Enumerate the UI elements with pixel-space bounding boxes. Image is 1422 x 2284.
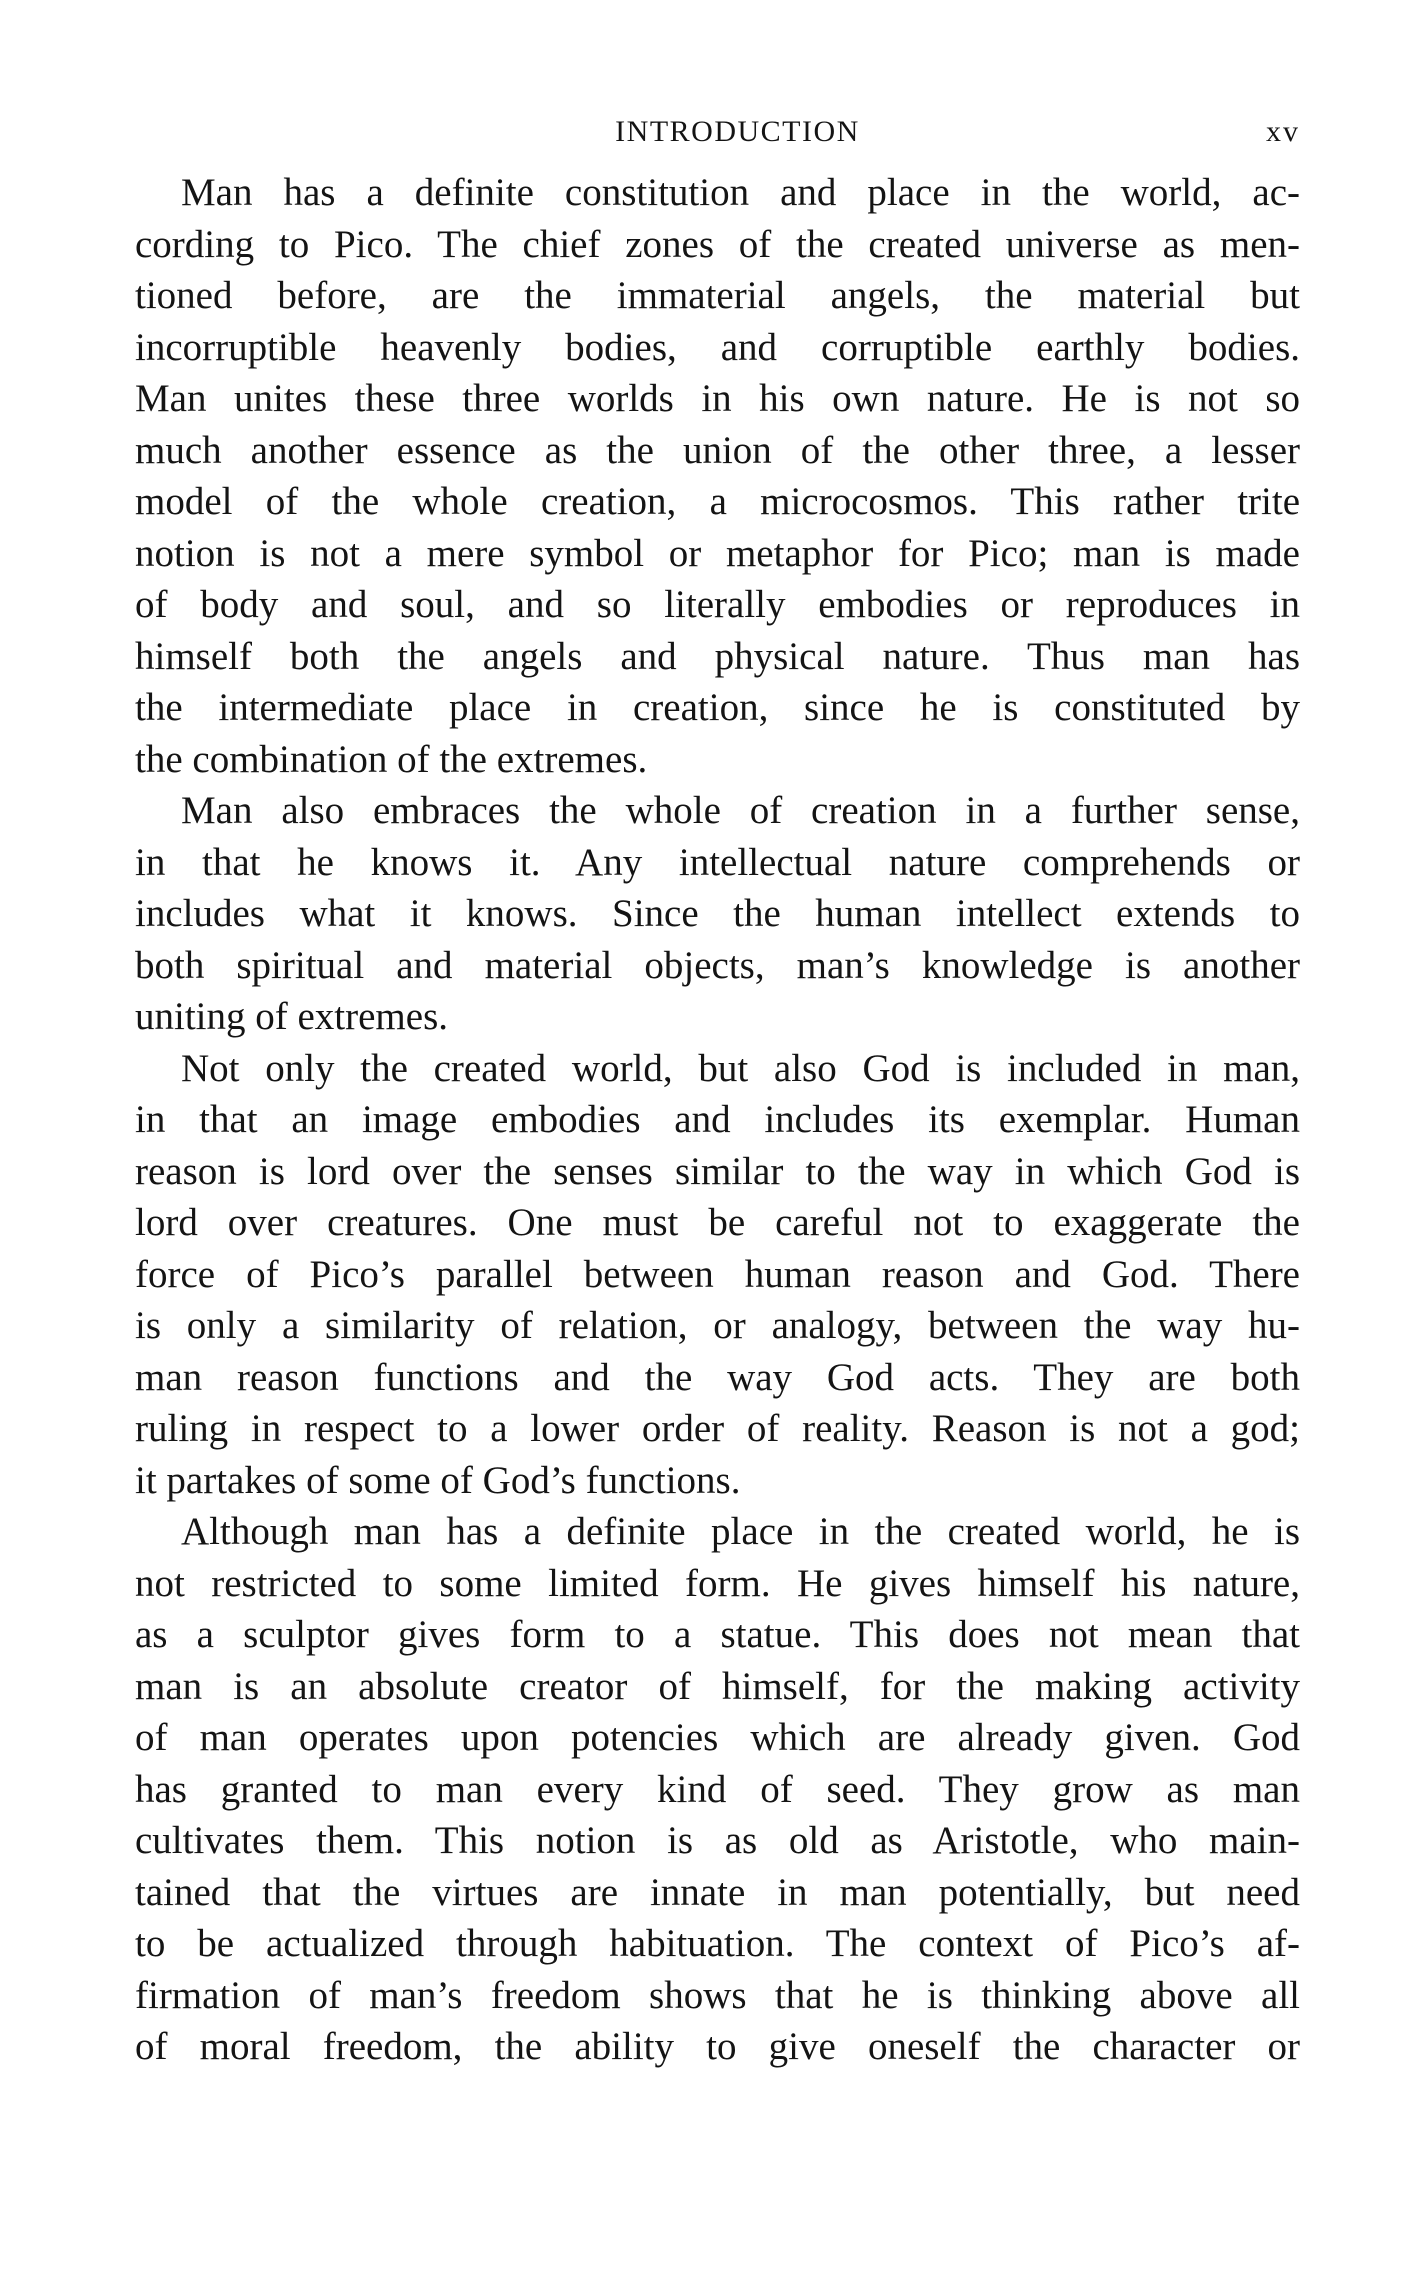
text-line: to be actualized through habituation. The context of Pico’s af- bbox=[135, 1922, 1300, 1965]
running-title: INTRODUCTION bbox=[615, 115, 860, 148]
text-line: man reason functions and the way God acts. They are both bbox=[135, 1355, 1300, 1399]
text-line: Man has a definite constitution and place in the world, ac- bbox=[181, 171, 1300, 214]
text-line: of body and soul, and so literally embodies or reproduces in bbox=[135, 583, 1300, 626]
text-line: tained that the virtues are innate in man potentially, but need bbox=[135, 1870, 1300, 1914]
text-line: not restricted to some limited form. He gives himself his nature, bbox=[135, 1561, 1300, 1605]
paragraph-1 bbox=[135, 167, 1300, 785]
paragraph-2 bbox=[135, 785, 1300, 1043]
text-line: is only a similarity of relation, or analogy, between the way hu- bbox=[135, 1304, 1300, 1347]
text-line: as a sculptor gives form to a statue. This does not mean that bbox=[135, 1613, 1300, 1656]
text-line: lord over creatures. One must be careful not to exaggerate the bbox=[135, 1201, 1300, 1244]
text-line: uniting of extremes. bbox=[135, 995, 449, 1038]
body-text bbox=[135, 167, 1300, 2073]
text-line: Although man has a definite place in the created world, he is bbox=[181, 1510, 1300, 1553]
text-line: notion is not a mere symbol or metaphor for Pico; man is made bbox=[135, 531, 1300, 575]
text-line: in that he knows it. Any intellectual nature comprehends or bbox=[135, 840, 1300, 884]
text-line: cultivates them. This notion is as old as Aristotle, who main- bbox=[135, 1819, 1300, 1862]
text-line: the intermediate place in creation, since he is constituted by bbox=[135, 686, 1300, 729]
text-line: Man unites these three worlds in his own nature. He is not so bbox=[135, 377, 1300, 420]
paragraph-3 bbox=[135, 1043, 1300, 1507]
text-line: of moral freedom, the ability to give oneself the character or bbox=[135, 2025, 1300, 2068]
running-head bbox=[135, 112, 1300, 152]
text-line: includes what it knows. Since the human intellect extends to bbox=[135, 892, 1300, 935]
page-number: xv bbox=[1266, 115, 1300, 148]
text-line: reason is lord over the senses similar to the way in which God is bbox=[135, 1149, 1300, 1193]
text-line: it partakes of some of God’s functions. bbox=[135, 1458, 741, 1502]
text-line: Not only the created world, but also God is included in man, bbox=[181, 1046, 1300, 1090]
text-line: incorruptible heavenly bodies, and corruptible earthly bodies. bbox=[135, 325, 1300, 369]
text-line: both spiritual and material objects, man’s knowledge is another bbox=[135, 943, 1300, 987]
text-line: firmation of man’s freedom shows that he is thinking above all bbox=[135, 1973, 1300, 2017]
text-line: of man operates upon potencies which are already given. God bbox=[135, 1716, 1300, 1759]
text-line: ruling in respect to a lower order of reality. Reason is not a god; bbox=[135, 1407, 1300, 1450]
paragraph-4 bbox=[135, 1506, 1300, 2073]
text-line: much another essence as the union of the other three, a lesser bbox=[135, 428, 1300, 472]
text-line: model of the whole creation, a microcosmos. This rather trite bbox=[135, 480, 1300, 523]
text-line: Man also embraces the whole of creation in a further sense, bbox=[181, 789, 1300, 832]
text-line: man is an absolute creator of himself, for the making activity bbox=[135, 1664, 1300, 1708]
text-line: in that an image embodies and includes its exemplar. Human bbox=[135, 1098, 1300, 1141]
text-line: the combination of the extremes. bbox=[135, 737, 648, 781]
text-line: cording to Pico. The chief zones of the created universe as men- bbox=[135, 222, 1300, 266]
text-line: tioned before, are the immaterial angels, the material but bbox=[135, 274, 1300, 317]
text-line: himself both the angels and physical nature. Thus man has bbox=[135, 634, 1300, 678]
text-line: has granted to man every kind of seed. They grow as man bbox=[135, 1767, 1300, 1811]
text-line: force of Pico’s parallel between human reason and God. There bbox=[135, 1252, 1300, 1296]
